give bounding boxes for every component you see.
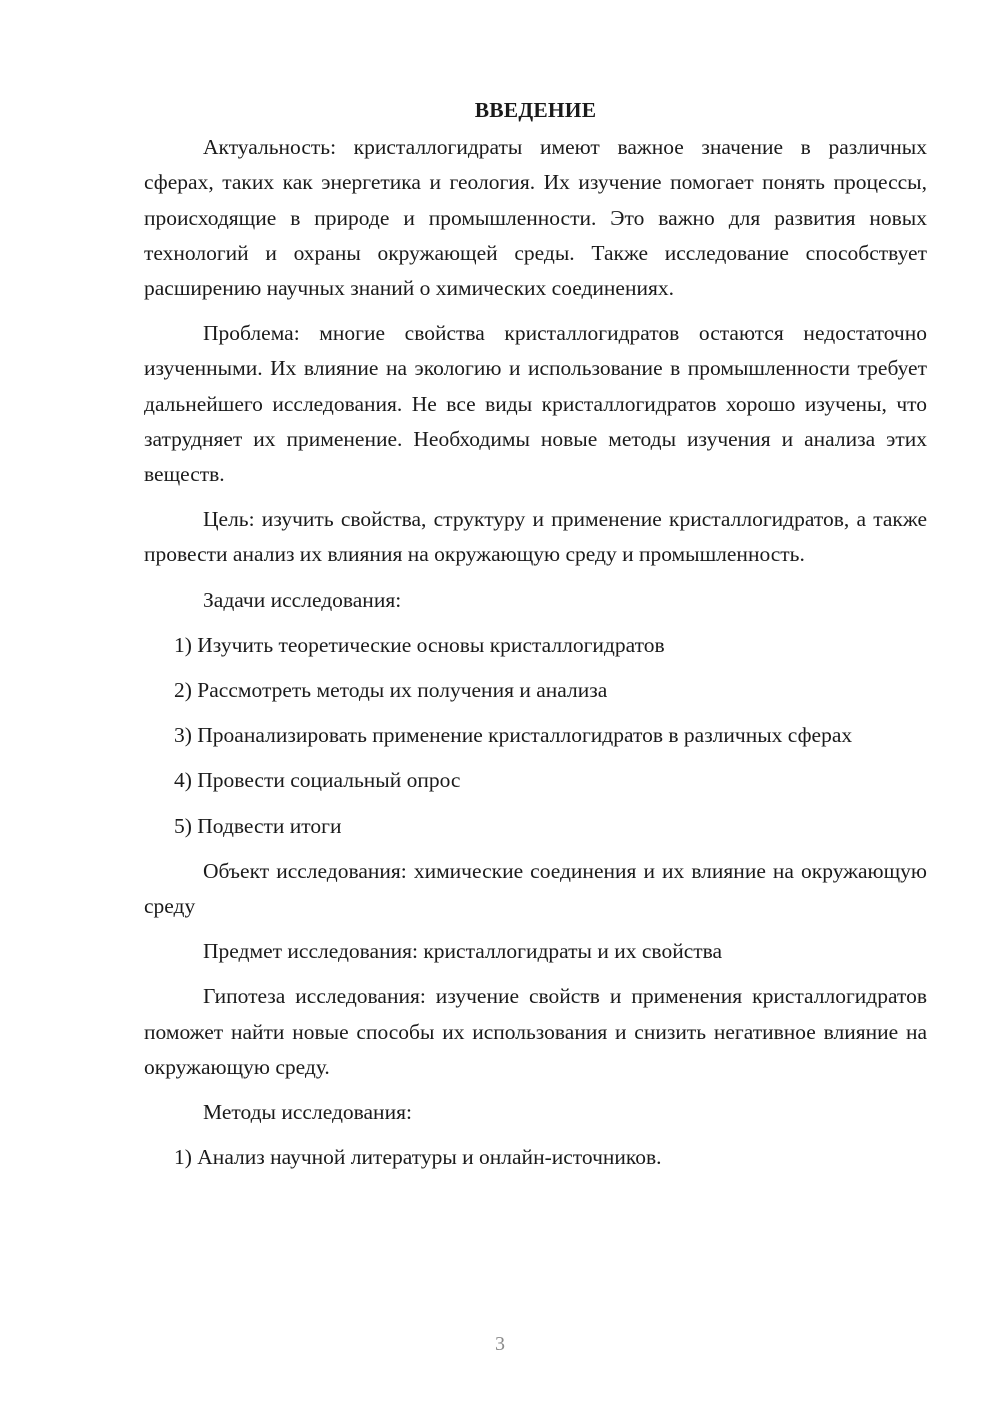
page-content <box>144 93 927 1185</box>
page-heading: ВВЕДЕНИЕ <box>474 98 597 122</box>
task-item-1: 1) Изучить теоретические основы кристаллогидратов <box>174 632 665 657</box>
method-item-1: 1) Анализ научной литературы и онлайн-источников. <box>174 1145 662 1170</box>
object-paragraph: Объект исследования: химические соединения и их влияние на окружающую среду <box>144 858 927 919</box>
problem-paragraph: Проблема: многие свойства кристаллогидратов остаются недостаточно изученными. Их влияние на экологию и использование в промышленности требует дальнейшего исследования. Не все виды кристаллогидратов хорошо изучены, что затрудняет их применение. Необходимы новые методы изучения и анализа этих веществ. <box>144 321 927 487</box>
task-item-3: 3) Проанализировать применение кристаллогидратов в различных сферах <box>174 723 853 748</box>
page-number: 3 <box>495 1333 505 1355</box>
tasks-title: Задачи исследования: <box>203 587 402 612</box>
hypothesis-paragraph: Гипотеза исследования: изучение свойств и применения кристаллогидратов поможет найти новые способы их использования и снизить негативное влияние на окружающую среду. <box>144 984 927 1079</box>
subject-paragraph: Предмет исследования: кристаллогидраты и их свойства <box>203 939 723 964</box>
goal-paragraph: Цель: изучить свойства, структуру и применение кристаллогидратов, а также провести анализ их влияния на окружающую среду и промышленность. <box>144 507 927 567</box>
task-item-4: 4) Провести социальный опрос <box>174 768 461 793</box>
task-item-2: 2) Рассмотреть методы их получения и анализа <box>174 678 608 703</box>
relevance-paragraph: Актуальность: кристаллогидраты имеют важное значение в различных сферах, таких как энергетика и геология. Их изучение помогает понять процессы, происходящие в природе и промышленности. Это важно для развития новых технологий и охраны окружающей среды. Также исследование способствует расширению научных знаний о химических соединениях. <box>144 135 927 301</box>
task-item-5: 5) Подвести итоги <box>174 813 342 838</box>
methods-title: Методы исследования: <box>203 1100 412 1125</box>
